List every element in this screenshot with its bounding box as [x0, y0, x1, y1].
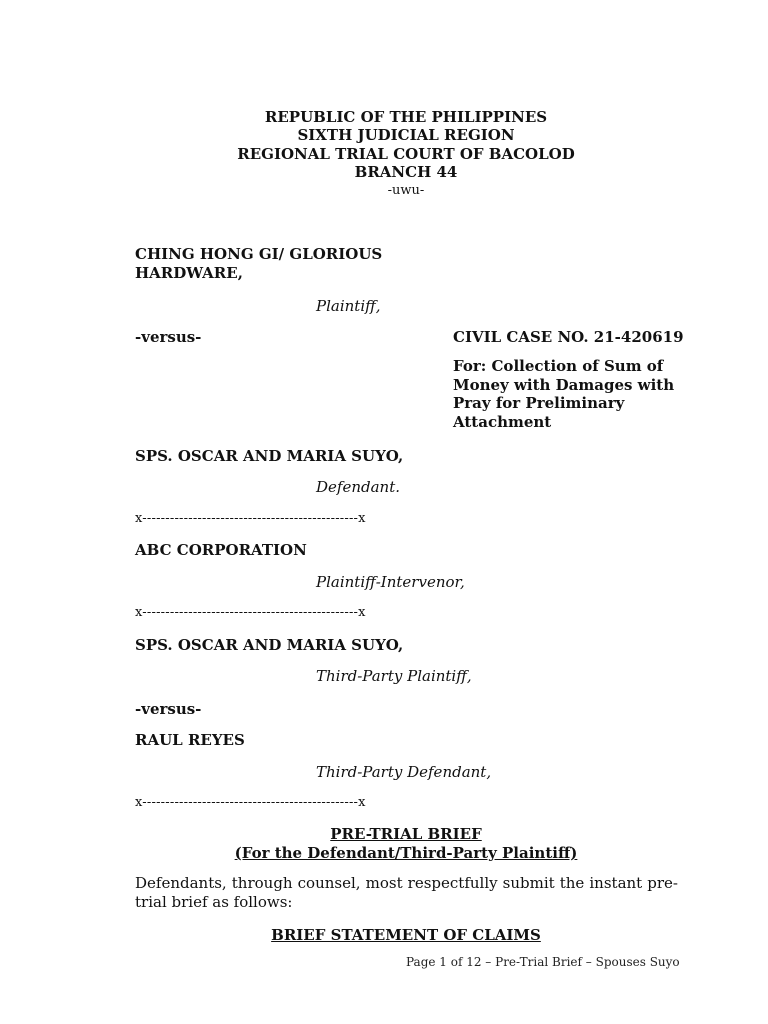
caption-separator: x-----------------------------------------------x [135, 511, 366, 526]
plaintiff-name-line2: HARDWARE, [135, 264, 243, 282]
versus-label: -versus- [135, 700, 202, 718]
defendant-name: SPS. OSCAR AND MARIA SUYO, [135, 447, 404, 465]
plaintiff-role: Plaintiff, [316, 297, 381, 315]
page-footer: Page 1 of 12 – Pre-Trial Brief – Spouses Suyo [406, 955, 680, 969]
third-party-plaintiff-role: Third-Party Plaintiff, [316, 667, 472, 685]
intervenor-role: Plaintiff-Intervenor, [316, 573, 465, 591]
intro-paragraph: Defendants, through counsel, most respectfully submit the instant pre-trial brief as follows: [135, 874, 678, 911]
document-title: PRE-TRIAL BRIEF [330, 825, 482, 843]
caption-separator: x-----------------------------------------------x [135, 795, 366, 810]
case-nature: For: Collection of Sum of Money with Damages with Pray for Preliminary Attachment [453, 357, 675, 431]
third-party-plaintiff-name: SPS. OSCAR AND MARIA SUYO, [135, 636, 404, 654]
court-header-line5: -uwu- [387, 183, 425, 198]
caption-separator: x-----------------------------------------------x [135, 605, 366, 620]
third-party-defendant-name: RAUL REYES [135, 731, 245, 749]
court-header-line4: BRANCH 44 [354, 163, 458, 181]
court-header-line2: SIXTH JUDICIAL REGION [297, 126, 515, 144]
court-header-line3: REGIONAL TRIAL COURT OF BACOLOD [237, 145, 575, 163]
defendant-role: Defendant. [316, 478, 400, 496]
versus-label: -versus- [135, 328, 202, 346]
third-party-defendant-role: Third-Party Defendant, [316, 763, 492, 781]
court-header-line1: REPUBLIC OF THE PHILIPPINES [264, 108, 548, 126]
intervenor-name: ABC CORPORATION [135, 541, 307, 559]
civil-case-number: CIVIL CASE NO. 21-420619 [453, 328, 684, 346]
document-subtitle: (For the Defendant/Third-Party Plaintiff) [234, 844, 578, 862]
plaintiff-name-line1: CHING HONG GI/ GLORIOUS [135, 245, 383, 263]
section-heading: BRIEF STATEMENT OF CLAIMS [271, 926, 541, 944]
